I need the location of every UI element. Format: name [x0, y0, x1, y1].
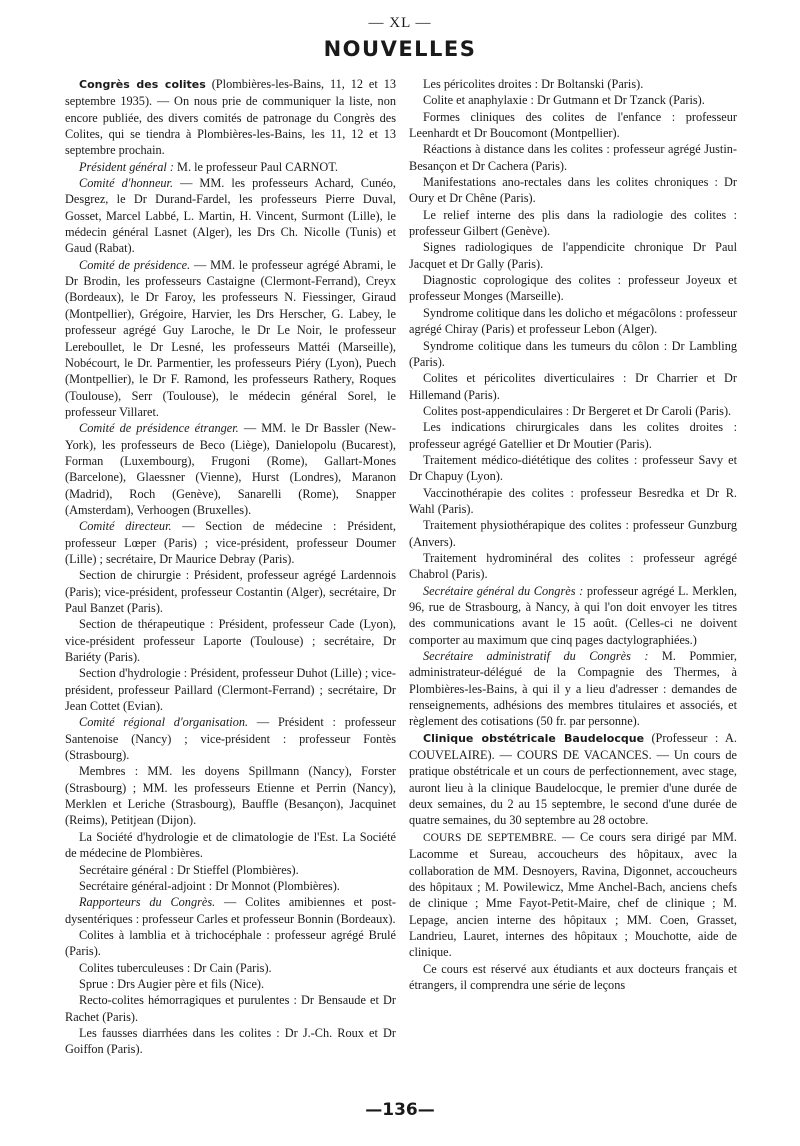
- right-paragraph: [409, 517, 737, 550]
- left-column: [65, 76, 396, 1096]
- paragraph-text: — Colites amibiennes et post-dysentériques : professeur Carles et professeur Bonnin (Bordeaux).: [65, 895, 396, 926]
- right-paragraph: [409, 961, 737, 994]
- paragraph-text: Recto-colites hémorragiques et purulentes : Dr Bensaude et Dr Rachet (Paris).: [65, 993, 396, 1024]
- paragraph-lead: Comité de présidence.: [79, 257, 191, 272]
- left-paragraph: [65, 159, 396, 175]
- paragraph-text: — MM. le Dr Bassler (New-York), les professeurs de Beco (Liège), Danielopolu (Bucarest), Forman (Luxembourg), Frugoni (Rome), Gallart-Mones (Barcelone), Glaessner (Vienne), Hurst (Londres), Maranon (Madrid), Roch (Genève), Sanarelli (Rome), Snapper (Amsterdam), Verhoogen (Bruxelles).: [65, 421, 396, 517]
- left-paragraph: [65, 878, 396, 894]
- right-paragraph: [409, 403, 737, 419]
- left-paragraph: [65, 714, 396, 763]
- right-paragraph: [409, 583, 737, 648]
- right-paragraph: [409, 272, 737, 305]
- right-paragraph: [409, 141, 737, 174]
- page-number: —136—: [365, 1100, 435, 1120]
- paragraph-lead: Président général :: [79, 159, 174, 174]
- left-paragraph: [65, 960, 396, 976]
- page-header: [0, 14, 800, 62]
- paragraph-text: — MM. les professeurs Achard, Cunéo, Desgrez, le Dr Durand-Fardel, les professeurs Pierre Duval, Gosset, Marcel Labbé, L. Martin, H. Vincent, Surmont (Lille), le médecin général Lasnet (Alger), les Drs Ch. Nicolle (Tunis) et Gaud (Rabat).: [65, 176, 396, 256]
- paragraph-text: Section d'hydrologie : Président, professeur Duhot (Lille) ; vice-président, professeur Paillard (Clermont-Ferrand) ; secrétaire, Dr Jean Cottet (Evian).: [65, 666, 396, 714]
- paragraph-text: Réactions à distance dans les colites : professeur agrégé Justin-Besançon et Dr Cachera (Paris).: [409, 142, 737, 173]
- paragraph-text: Traitement médico-diététique des colites : professeur Savy et Dr Chapuy (Lyon).: [409, 452, 737, 484]
- paragraph-text: Colite et anaphylaxie : Dr Gutmann et Dr Tzanck (Paris).: [423, 93, 705, 108]
- paragraph-lead: Secrétaire administratif du Congrès :: [423, 649, 649, 664]
- paragraph-text: Vaccinothérapie des colites : professeur Besredka et Dr R. Wahl (Paris).: [409, 485, 737, 516]
- left-paragraph: [65, 518, 396, 567]
- paragraph-text: Les fausses diarrhées dans les colites : Dr J.-Ch. Roux et Dr Goiffon (Paris).: [65, 1025, 396, 1057]
- right-paragraph: [409, 419, 737, 452]
- right-paragraph: [409, 207, 737, 240]
- right-paragraph: [409, 305, 737, 338]
- paragraph-text: Traitement physiothérapique des colites : professeur Gunzburg (Anvers).: [409, 518, 737, 549]
- paragraph-lead: Comité d'honneur.: [79, 176, 174, 191]
- paragraph-text: — Ce cours sera dirigé par MM. Lacomme et Sureau, accoucheurs des hôpitaux, avec la collaboration de MM. Desnoyers, Ravina, Digonnet, accoucheurs des hôpitaux ; M. Powilewicz, Mme Anchel-Bach, anciens chefs de clinique ; Mme Fayot-Petit-Maire, chef de clinique ; M. Lepage, ancien interne des hôpitaux ; MM. Coen, Grasset, Landrieu, Lauret, internes des hôpitaux ; Mouchotte, aide de clinique.: [409, 829, 737, 960]
- paragraph-text: Colites et péricolites diverticulaires : Dr Charrier et Dr Hillemand (Paris).: [409, 371, 737, 402]
- paragraph-text: Le relief interne des plis dans la radiologie des colites : professeur Gilbert (Genève).: [409, 207, 737, 239]
- paragraph-text: (Professeur : A. COUVELAIRE). — COURS DE VACANCES. — Un cours de pratique obstétricale et un cours de perfectionnement, avec stage, auront lieu à la clinique Baudelocque, le premier d'une durée de deux semaines, du 2 au 15 septembre, le second d'une durée de quatre semaines, du 30 septembre au 28 octobre.: [409, 730, 737, 828]
- paragraph-lead: Comité de présidence étranger.: [79, 421, 239, 436]
- paragraph-text: — Président : professeur Santenoise (Nancy) ; vice-président : professeur Fontès (Strasbourg).: [65, 715, 396, 763]
- left-paragraph: [65, 862, 396, 878]
- paragraph-text: Sprue : Drs Augier père et fils (Nice).: [79, 976, 265, 991]
- section-title: NOUVELLES: [323, 37, 477, 61]
- right-paragraph: [409, 239, 737, 272]
- paragraph-text: M. le professeur Paul CARNOT.: [173, 159, 338, 174]
- paragraph-text: Formes cliniques des colites de l'enfance : professeur Leenhardt et Dr Boucomont (Montpellier).: [409, 109, 737, 141]
- paragraph-lead: Congrès des colites: [79, 78, 206, 91]
- paragraph-lead: Rapporteurs du Congrès.: [79, 895, 216, 910]
- paragraph-lead: COURS DE SEPTEMBRE.: [423, 831, 557, 844]
- paragraph-text: La Société d'hydrologie et de climatologie de l'Est. La Société de médecine de Plombières.: [65, 829, 396, 861]
- paragraph-text: Colites tuberculeuses : Dr Cain (Paris).: [79, 960, 272, 975]
- left-paragraph: [65, 567, 396, 616]
- left-paragraph: [65, 665, 396, 714]
- right-paragraph: [409, 452, 737, 485]
- right-paragraph: [409, 370, 737, 403]
- paragraph-text: professeur agrégé L. Merklen, 96, rue de Strasbourg, à Nancy, à qui l'on doit envoyer les titres des communications avant le 15 août. (Celles-ci ne doivent comporter au maximum que cinq pages dactylographiées.): [409, 583, 737, 647]
- right-column: [409, 76, 737, 1096]
- left-paragraph: [65, 927, 396, 960]
- paragraph-text: Secrétaire général : Dr Stieffel (Plombières).: [79, 862, 299, 877]
- paragraph-text: — Section de médecine : Président, professeur Lœper (Paris) ; vice-président, professeur Doumer (Lille) ; secrétaire, Dr Maurice Debray (Paris).: [65, 519, 396, 566]
- paragraph-text: Les indications chirurgicales dans les colites droites : professeur agrégé Gatellier et Dr Moutier (Paris).: [409, 420, 737, 451]
- paragraph-text: Syndrome colitique dans les tumeurs du côlon : Dr Lambling (Paris).: [409, 338, 737, 369]
- paragraph-text: Syndrome colitique dans les dolicho et mégacôlons : professeur agrégé Chiray (Paris) et professeur Lebon (Alger).: [409, 305, 737, 337]
- paragraph-text: — MM. le professeur agrégé Abrami, le Dr Brodin, les professeurs Castaigne (Clermont-Ferrand), Creyx (Bordeaux), le Dr Faroy, les professeurs N. Fiessinger, Giraud (Montpellier), Grégoire, Harvier, les Drs Herscher, G. Labey, le professeur agrégé Guy Laroche, le Dr Le Noir, le professeur Lereboullet, le Dr Lesné, les professeurs Mattéi (Marseille), Nobécourt, le Dr. Parmentier, les professeurs Piéry (Lyon), Puech (Montpellier), le Dr F. Ramond, les professeurs Rathery, Roques (Toulouse), Serr (Toulouse), le médecin général Sorel, le professeur Villaret.: [65, 257, 396, 419]
- right-paragraph: [409, 109, 737, 142]
- left-paragraph: [65, 894, 396, 927]
- left-paragraph: [65, 175, 396, 257]
- right-paragraph: [409, 485, 737, 518]
- paragraph-lead: Secrétaire général du Congrès :: [423, 583, 584, 598]
- paragraph-text: M. Pommier, administrateur-délégué de la Compagnie des Thermes, à Plombières-les-Bains, à qui il y a lieu d'adresser : demandes de renseignements, adhésions des membres titulaires et associés, et règlement des cotisations (50 fr. par personne).: [409, 649, 737, 729]
- paragraph-text: Traitement hydrominéral des colites : professeur agrégé Chabrol (Paris).: [409, 550, 737, 582]
- paragraph-lead: Comité directeur.: [79, 519, 172, 534]
- left-paragraph: [65, 976, 396, 992]
- right-paragraph: [409, 76, 737, 92]
- left-paragraph: [65, 616, 396, 665]
- left-paragraph: [65, 763, 396, 828]
- right-paragraph: [409, 550, 737, 583]
- right-paragraph: [409, 338, 737, 371]
- right-paragraph: [409, 648, 737, 730]
- paragraph-lead: Clinique obstétricale Baudelocque: [423, 731, 645, 745]
- paragraph-text: Manifestations ano-rectales dans les colites chroniques : Dr Oury et Dr Chêne (Paris).: [409, 175, 737, 206]
- paragraph-text: Secrétaire général-adjoint : Dr Monnot (Plombières).: [79, 878, 340, 893]
- paragraph-text: Membres : MM. les doyens Spillmann (Nancy), Forster (Strasbourg) ; MM. les professeurs Etienne et Perrin (Nancy), Merklen et Leriche (Strasbourg), Bauffle (Besançon), Jacquinet (Reims), Petitjean (Dijon).: [65, 764, 396, 828]
- paragraph-text: (Plombières-les-Bains, 11, 12 et 13 septembre 1935). — On nous prie de communiquer la liste, non encore publiée, des divers comités de patronage du Congrès des Colites, qui se tiendra à Plombières-les-Bains, les 11, 12 et 13 septembre prochain.: [65, 77, 396, 158]
- left-paragraph: [65, 829, 396, 862]
- right-paragraph: [409, 174, 737, 207]
- paragraph-text: Colites post-appendiculaires : Dr Bergeret et Dr Caroli (Paris).: [423, 403, 732, 418]
- right-paragraph: [409, 829, 737, 961]
- paragraph-lead: Comité régional d'organisation.: [79, 715, 249, 730]
- paragraph-text: Les péricolites droites : Dr Boltanski (Paris).: [423, 77, 644, 91]
- left-paragraph: [65, 257, 396, 420]
- paragraph-text: Colites à lamblia et à trichocéphale : professeur agrégé Brulé (Paris).: [65, 927, 396, 959]
- left-paragraph: [65, 76, 396, 159]
- roman-page-number: — XL —: [368, 15, 432, 31]
- left-paragraph: [65, 420, 396, 518]
- left-paragraph: [65, 992, 396, 1025]
- paragraph-text: Section de thérapeutique : Président, professeur Cade (Lyon), vice-président professeur Laporte (Toulouse) ; secrétaire, Dr Bariéty (Paris).: [65, 617, 396, 665]
- left-paragraph: [65, 1025, 396, 1058]
- right-paragraph: [409, 730, 737, 829]
- right-paragraph: [409, 92, 737, 108]
- paragraph-text: Ce cours est réservé aux étudiants et aux docteurs français et étrangers, il comprendra une série de leçons: [409, 961, 737, 992]
- paragraph-text: Signes radiologiques de l'appendicite chronique Dr Paul Jacquet et Dr Gally (Paris).: [409, 240, 737, 271]
- paragraph-text: Section de chirurgie : Président, professeur agrégé Lardennois (Paris); vice-président, professeur Costantin (Alger), secrétaire, Dr Paul Banzet (Paris).: [65, 568, 396, 615]
- paragraph-text: Diagnostic coprologique des colites : professeur Joyeux et professeur Monges (Marseille).: [409, 273, 737, 304]
